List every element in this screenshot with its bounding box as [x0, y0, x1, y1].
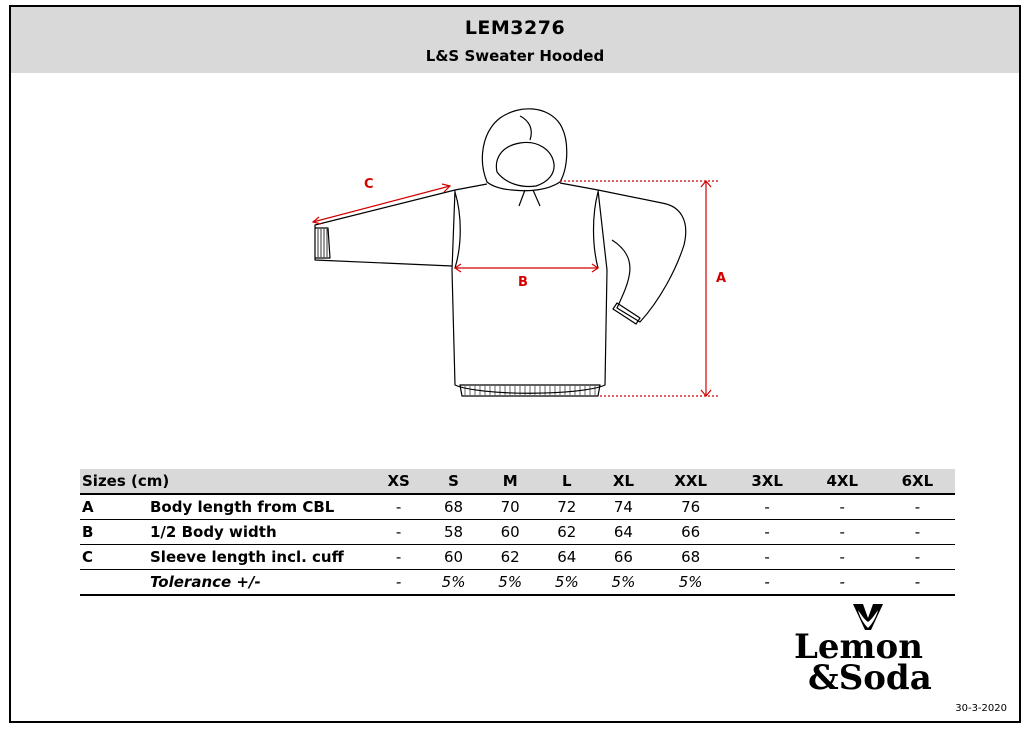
row-code: B: [80, 520, 150, 545]
label-c: C: [364, 177, 374, 192]
cell: 62: [539, 520, 596, 545]
cell: 66: [652, 520, 730, 545]
row-code: C: [80, 545, 150, 570]
right-armhole: [594, 192, 599, 268]
label-a: A: [716, 271, 727, 286]
cell: -: [805, 494, 880, 520]
cell: 64: [539, 545, 596, 570]
size-col-xs: XS: [372, 469, 425, 494]
tolerance-row: [80, 570, 955, 596]
cell: -: [880, 520, 955, 545]
drawstring-right: [533, 190, 540, 206]
drawstring-left: [519, 190, 525, 206]
size-table: [80, 469, 955, 596]
left-cuff: [315, 228, 330, 258]
cell: -: [372, 494, 425, 520]
product-name: L&S Sweater Hooded: [425, 47, 605, 65]
cell: 60: [482, 520, 539, 545]
cell: -: [805, 520, 880, 545]
logo-line1: Lemon: [794, 627, 923, 667]
table-row: [80, 545, 955, 570]
table-row: [80, 520, 955, 545]
brand-logo: [788, 600, 958, 695]
cell: 74: [595, 494, 652, 520]
cell: -: [880, 570, 955, 596]
size-col-xxl: XXL: [652, 469, 730, 494]
size-col-4xl: 4XL: [805, 469, 880, 494]
cell: 68: [425, 494, 482, 520]
size-col-m: M: [482, 469, 539, 494]
measure-c-line: [313, 186, 450, 222]
hood-outline: [482, 109, 566, 191]
size-header-row: [80, 469, 955, 494]
tolerance-label: Tolerance +/-: [150, 570, 372, 596]
table-row: [80, 494, 955, 520]
cell: 5%: [425, 570, 482, 596]
cell: -: [372, 520, 425, 545]
cell: 5%: [482, 570, 539, 596]
row-label: Body length from CBL: [150, 494, 372, 520]
cell: -: [730, 545, 805, 570]
issue-date: 30-3-2020: [955, 703, 1007, 714]
cell: 72: [539, 494, 596, 520]
cell: 5%: [652, 570, 730, 596]
cell: -: [880, 545, 955, 570]
cell: -: [730, 570, 805, 596]
cell: -: [880, 494, 955, 520]
cell: 70: [482, 494, 539, 520]
cell: 60: [425, 545, 482, 570]
hood-opening: [496, 142, 554, 186]
cell: 58: [425, 520, 482, 545]
cell: -: [730, 494, 805, 520]
hood-seam: [520, 116, 531, 140]
row-label: Sleeve length incl. cuff: [150, 545, 372, 570]
cell: 62: [482, 545, 539, 570]
cell: -: [730, 520, 805, 545]
size-col-xl: XL: [595, 469, 652, 494]
size-col-6xl: 6XL: [880, 469, 955, 494]
body-outline: [452, 183, 607, 393]
label-b: B: [518, 275, 528, 290]
cell: 68: [652, 545, 730, 570]
cell: -: [372, 570, 425, 596]
cell: -: [805, 570, 880, 596]
right-sleeve: [598, 190, 686, 322]
size-col-3xl: 3XL: [730, 469, 805, 494]
product-code: LEM3276: [464, 17, 566, 39]
size-col-s: S: [425, 469, 482, 494]
size-col-l: L: [539, 469, 596, 494]
cell: -: [372, 545, 425, 570]
row-label: 1/2 Body width: [150, 520, 372, 545]
cell: 64: [595, 520, 652, 545]
cell: 76: [652, 494, 730, 520]
logo-line2: &Soda: [808, 658, 932, 695]
cell: -: [805, 545, 880, 570]
left-sleeve: [315, 190, 455, 266]
sizes-label: Sizes (cm): [80, 469, 372, 494]
row-code: A: [80, 494, 150, 520]
cell: 5%: [539, 570, 596, 596]
cell: 5%: [595, 570, 652, 596]
cell: 66: [595, 545, 652, 570]
row-code: [80, 570, 150, 596]
left-armhole: [455, 192, 460, 268]
